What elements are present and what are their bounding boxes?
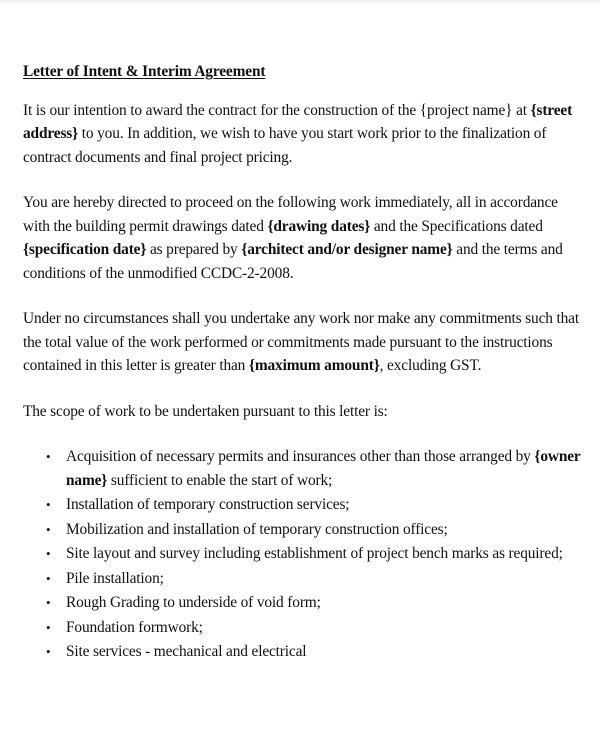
paragraph-text: It is our intention to award the contract for the construction of the {project name} at [23, 101, 531, 119]
list-item [23, 640, 583, 664]
list-item-text: Pile installation; [66, 569, 164, 587]
document-title: Letter of Intent & Interim Agreement [23, 63, 266, 80]
paragraph-limit [23, 307, 583, 378]
list-item-text: Foundation formwork; [66, 618, 203, 636]
paragraph-text: Under no circumstances shall you undertake any work nor make any commitments such that the total value of the work performed or commitments made pursuant to the instructions contained in this letter is greater than [23, 310, 579, 374]
paragraph-intention [23, 99, 583, 170]
bullet-icon: • [46, 546, 51, 561]
placeholder-maximum-amount: {maximum amount} [248, 357, 380, 374]
list-item-text: Mobilization and installation of temporary construction offices; [66, 520, 448, 538]
list-item-text: Site layout and survey including establishment of project bench marks as required; [66, 545, 563, 562]
placeholder-specification-date: {specification date} [23, 241, 147, 258]
list-item [23, 445, 583, 492]
list-item-text: sufficient to enable the start of work; [107, 471, 333, 489]
list-item [23, 591, 583, 615]
bullet-icon: • [46, 570, 51, 586]
bullet-icon: • [46, 619, 51, 635]
paragraph-text: and the terms and conditions of the unmodified CCDC-2-2008. [23, 241, 563, 282]
placeholder-architect-name: {architect and/or designer name} [241, 241, 453, 258]
page-top-edge [0, 0, 600, 3]
list-item [23, 518, 583, 542]
list-item-text: Acquisition of necessary permits and insurances other than those arranged by [66, 448, 535, 465]
list-item [23, 493, 583, 517]
list-item-text: Installation of temporary construction services; [66, 496, 350, 513]
list-item [23, 567, 583, 591]
paragraph-text: , excluding GST. [379, 357, 482, 374]
paragraph-text: and the Specifications dated [370, 217, 543, 235]
list-item [23, 542, 583, 566]
list-item-text: Rough Grading to underside of void form; [66, 594, 321, 611]
paragraph-directive [23, 191, 583, 285]
bullet-icon: • [46, 497, 51, 512]
bullet-icon: • [46, 644, 51, 659]
paragraph-text: as prepared by [146, 241, 242, 258]
placeholder-owner-name: {owner name} [66, 448, 581, 489]
placeholder-street-address: {street address} [23, 101, 573, 142]
list-item [23, 616, 583, 640]
paragraph-text: to you. In addition, we wish to have you start work prior to the finalization of contract documents and final project pricing. [23, 125, 547, 166]
bullet-icon: • [46, 449, 51, 464]
bullet-icon: • [46, 595, 51, 610]
paragraph-scope-intro: The scope of work to be undertaken pursuant to this letter is: [23, 402, 388, 420]
placeholder-drawing-dates: {drawing dates} [267, 217, 371, 235]
scope-list [23, 445, 583, 664]
bullet-icon: • [46, 521, 51, 537]
document-body [23, 60, 583, 665]
paragraph-text: You are hereby directed to proceed on the following work immediately, all in accordance with the building permit drawings dated [23, 194, 558, 235]
list-item-text: Site services - mechanical and electrical [66, 643, 307, 660]
